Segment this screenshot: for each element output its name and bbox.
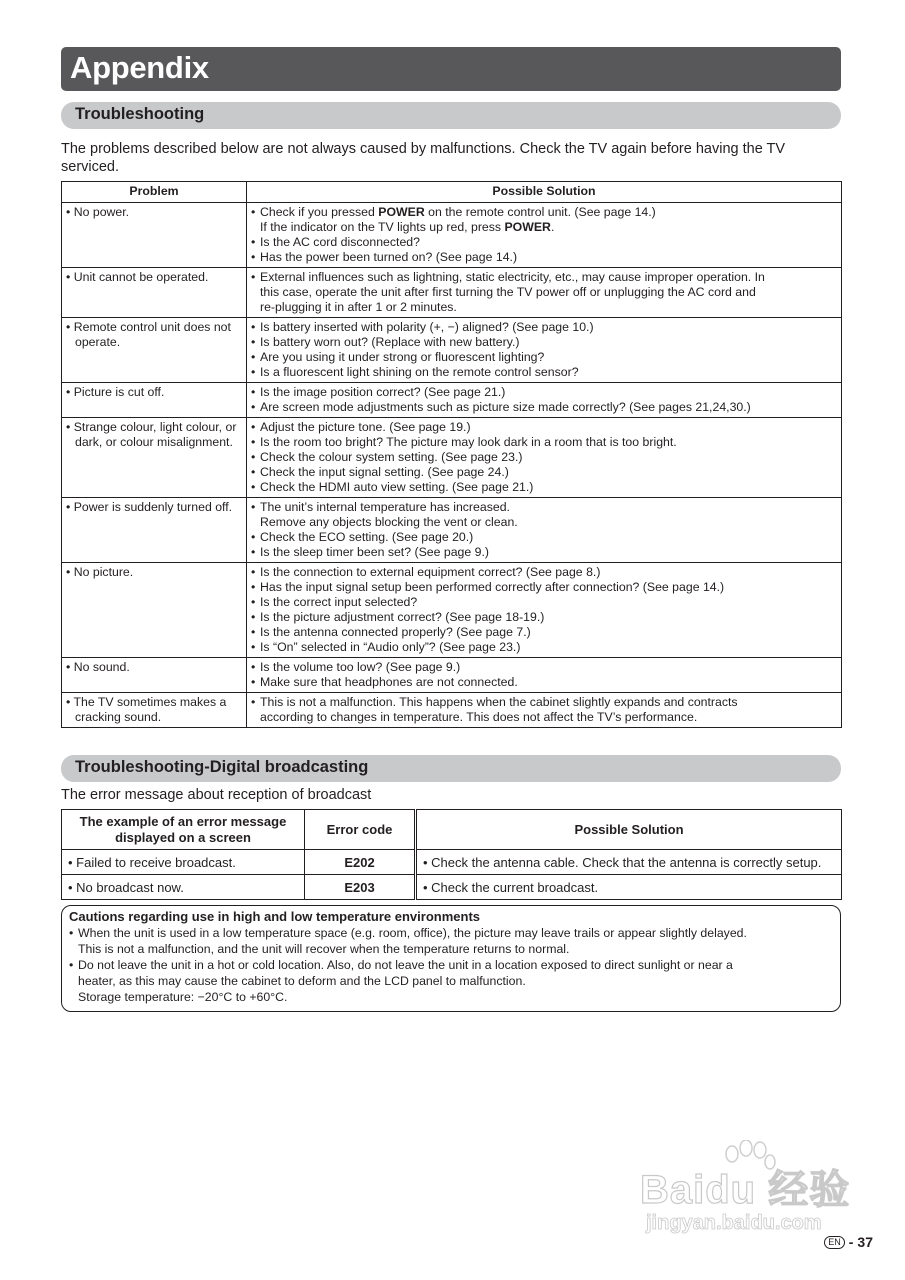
line-text: Do not leave the unit in a hot or cold location. Also, do not leave the unit in a location exposed to direct sunlight or near a [78,958,733,972]
table-row [62,318,842,383]
bullet-icon: • [251,660,256,674]
solution-cell [247,268,842,318]
bullet-icon: • [251,435,256,449]
problem-cell: • No picture. [62,563,247,658]
bullet-icon: • [251,625,256,639]
caution-line [69,989,833,1005]
problem-cell: • Remote control unit does not operate. [62,318,247,383]
power-keyword: POWER [504,220,551,234]
bullet-icon: • [251,595,256,609]
solution-line [251,270,837,285]
bullet-icon: • [251,545,256,559]
error-code-table [61,809,842,900]
caution-lines [69,925,833,1005]
caution-box [61,905,841,1012]
bullet-icon: • [251,320,256,334]
line-text: The unit’s internal temperature has increased. [260,500,510,514]
bullet-icon: • [251,385,256,399]
line-text: Is the picture adjustment correct? (See page 18-19.) [260,610,545,624]
line-text: Check the input signal setting. (See page 24.) [260,465,509,479]
bullet-icon: • [251,250,256,264]
solution-line [251,595,837,610]
table-row [62,383,842,418]
line-text: Has the power been turned on? (See page 14.) [260,250,518,264]
troubleshooting-intro: The problems described below are not always caused by malfunctions. Check the TV again before having the TV serviced. [61,141,786,175]
error-solution: • Check the current broadcast. [416,875,842,900]
solution-line [251,695,837,710]
bullet-icon: • [251,450,256,464]
troubleshooting-table-body [62,203,842,728]
solution-line [251,420,837,435]
solution-line [251,610,837,625]
bullet-icon: • [251,400,256,414]
table-header-row [62,810,842,850]
column-header-problem: Problem [62,182,247,203]
bullet-icon: • [251,500,256,514]
bullet-icon: • [251,695,256,709]
section-header-troubleshooting [61,102,841,129]
language-badge: EN [824,1236,845,1249]
solution-line [251,450,837,465]
bullet-icon: • [251,675,256,689]
bullet-icon: • [69,926,74,940]
solution-line [251,400,837,415]
line-text: Is battery inserted with polarity (+, −) aligned? (See page 10.) [260,320,594,334]
line-text: Check the ECO setting. (See page 20.) [260,530,474,544]
problem-cell: • Strange colour, light colour, or dark, or colour misalignment. [62,418,247,498]
solution-line [251,565,837,580]
line-text: This is not a malfunction, and the unit will recover when the temperature returns to normal. [78,942,570,956]
solution-line [251,660,837,675]
bullet-icon: • [251,580,256,594]
page-number-separator: - [848,1234,854,1250]
solution-cell [247,658,842,693]
line-text: Check the HDMI auto view setting. (See page 21.) [260,480,534,494]
line-text: . [550,220,555,234]
line-text: If the indicator on the TV lights up red, press [260,220,505,234]
error-code: E203 [305,875,416,900]
line-text: Adjust the picture tone. (See page 19.) [260,420,471,434]
solution-cell [247,418,842,498]
error-code: E202 [305,850,416,875]
error-message: • Failed to receive broadcast. [62,850,305,875]
line-text: Is battery worn out? (Replace with new battery.) [260,335,520,349]
bullet-icon: • [251,365,256,379]
table-row [62,693,842,728]
line-text: re-plugging it in after 1 or 2 minutes. [260,300,457,314]
line-text: this case, operate the unit after first turning the TV power off or unplugging the AC cord and [260,285,756,299]
caution-line [69,957,833,973]
table-row [62,498,842,563]
column-header-solution: Possible Solution [416,810,842,850]
table-row [62,418,842,498]
solution-line [251,220,837,235]
solution-line [251,500,837,515]
solution-line [251,545,837,560]
table-row [62,268,842,318]
line-text: Is the sleep timer been set? (See page 9.) [260,545,489,559]
bullet-icon: • [251,640,256,654]
solution-line [251,300,837,315]
line-text: Is the correct input selected? [260,595,418,609]
solution-line [251,285,837,300]
line-text: Is the volume too low? (See page 9.) [260,660,461,674]
problem-cell: • Picture is cut off. [62,383,247,418]
problem-cell: • Unit cannot be operated. [62,268,247,318]
column-header-message: The example of an error message displayed on a screen [62,810,305,850]
bullet-icon: • [69,958,74,972]
line-text: on the remote control unit. (See page 14.) [424,205,656,219]
solution-line [251,465,837,480]
table-header-row [62,182,842,203]
solution-cell [247,383,842,418]
table-row [62,875,842,900]
bullet-icon: • [251,205,256,219]
problem-cell: • No sound. [62,658,247,693]
column-header-solution: Possible Solution [247,182,842,203]
troubleshooting-table [61,181,842,728]
line-text: Check the colour system setting. (See page 23.) [260,450,523,464]
bullet-icon: • [251,480,256,494]
line-text: Make sure that headphones are not connected. [260,675,518,689]
bullet-icon: • [251,270,256,284]
line-text: Check if you pressed [260,205,379,219]
solution-line [251,625,837,640]
line-text: When the unit is used in a low temperature space (e.g. room, office), the picture may leave trails or appear slightly delayed. [78,926,747,940]
problem-cell: • The TV sometimes makes a cracking sound. [62,693,247,728]
appendix-header [61,47,841,91]
line-text: Is the AC cord disconnected? [260,235,420,249]
caution-line [69,925,833,941]
page-title: Appendix [70,50,209,85]
solution-line [251,385,837,400]
problem-cell: • Power is suddenly turned off. [62,498,247,563]
problem-cell: • No power. [62,203,247,268]
line-text: Are screen mode adjustments such as picture size made correctly? (See pages 21,24,30.) [260,400,751,414]
solution-cell [247,203,842,268]
table-row [62,850,842,875]
section-header-digital [61,755,841,782]
line-text: Is the image position correct? (See page 21.) [260,385,506,399]
solution-line [251,250,837,265]
bullet-icon: • [251,335,256,349]
table-row [62,658,842,693]
solution-line [251,530,837,545]
solution-line [251,435,837,450]
bullet-icon: • [251,420,256,434]
caution-line [69,941,833,957]
bullet-icon: • [251,235,256,249]
page-number-value: 37 [857,1234,873,1250]
column-header-code: Error code [305,810,416,850]
bullet-icon: • [251,530,256,544]
line-text: Is the antenna connected properly? (See page 7.) [260,625,531,639]
line-text: This is not a malfunction. This happens when the cabinet slightly expands and contracts [260,695,738,709]
line-text: Has the input signal setup been performed correctly after connection? (See page 14.) [260,580,725,594]
line-text: Storage temperature: −20°C to +60°C. [78,990,288,1004]
solution-line [251,365,837,380]
line-text: Is a fluorescent light shining on the remote control sensor? [260,365,579,379]
table-row [62,203,842,268]
solution-line [251,710,837,725]
solution-line [251,515,837,530]
line-text: according to changes in temperature. This does not affect the TV’s performance. [260,710,698,724]
solution-cell [247,693,842,728]
solution-line [251,350,837,365]
solution-line [251,640,837,655]
watermark-logo-text: Baidu 经验 [640,1168,851,1212]
line-text: heater, as this may cause the cabinet to deform and the LCD panel to malfunction. [78,974,526,988]
line-text: Is “On” selected in “Audio only”? (See page 23.) [260,640,521,654]
error-solution: • Check the antenna cable. Check that the antenna is correctly setup. [416,850,842,875]
power-keyword: POWER [378,205,425,219]
line-text: Is the connection to external equipment correct? (See page 8.) [260,565,601,579]
watermark-url: jingyan.baidu.com [646,1212,822,1234]
bullet-icon: • [251,465,256,479]
solution-line [251,675,837,690]
table-row [62,563,842,658]
solution-cell [247,498,842,563]
bullet-icon: • [251,350,256,364]
line-text: Is the room too bright? The picture may look dark in a room that is too bright. [260,435,677,449]
bullet-icon: • [251,610,256,624]
section-title-digital: Troubleshooting-Digital broadcasting [75,758,369,776]
line-text: External influences such as lightning, static electricity, etc., may cause improper operation. In [260,270,765,284]
page-number [824,1234,873,1250]
caution-title: Cautions regarding use in high and low temperature environments [69,909,481,924]
solution-line [251,480,837,495]
section-title: Troubleshooting [75,105,205,123]
bullet-icon: • [251,565,256,579]
error-message: • No broadcast now. [62,875,305,900]
solution-line [251,580,837,595]
solution-line [251,205,837,220]
line-text: Are you using it under strong or fluorescent lighting? [260,350,545,364]
caution-line [69,973,833,989]
solution-line [251,335,837,350]
solution-cell [247,563,842,658]
digital-intro: The error message about reception of broadcast [61,787,372,803]
solution-line [251,235,837,250]
line-text: Remove any objects blocking the vent or clean. [260,515,518,529]
solution-cell [247,318,842,383]
solution-line [251,320,837,335]
